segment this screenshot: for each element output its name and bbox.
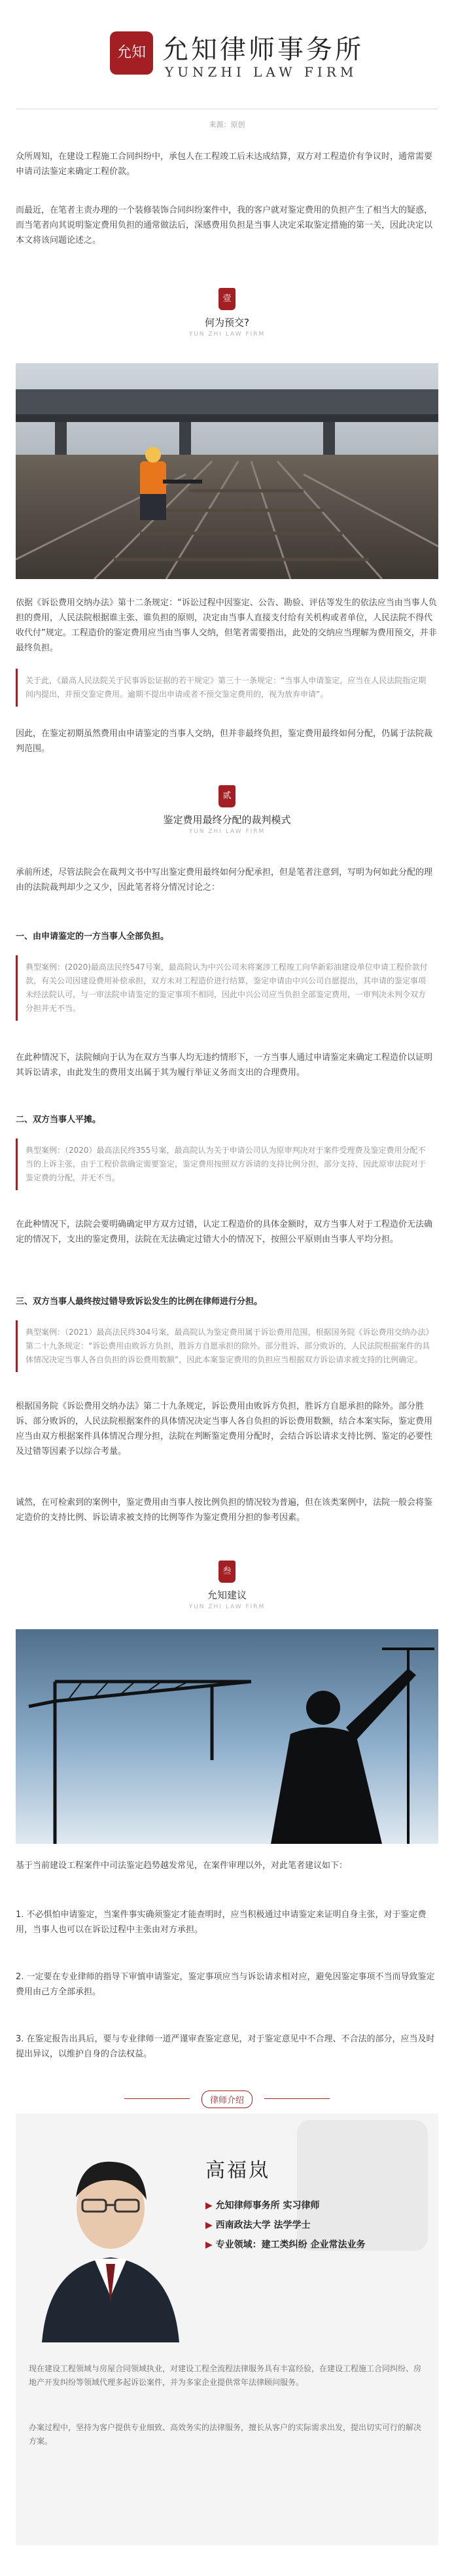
section-2-quote-2-text: 典型案例：（2020）最高法民终355号案，最高院认为关于申请公司认为原审判决对于案件受理费及鉴定费用分配不当的上诉主张，由于工程价款确定需要鉴定，鉴定费用按照双方诉请的支持比例分担，部分支持，因此原审法院对于鉴定费的分配，并无不当。: [26, 1146, 427, 1182]
label-line-right: [264, 2098, 330, 2099]
section-3-subtitle: YUN ZHI LAW FIRM: [188, 1604, 266, 1610]
section-1-seal: 壹: [218, 288, 236, 310]
section-2-intro: 承前所述，尽管法院会在裁判文书中写出鉴定费用最终如何分配承担，但是笔者注意到，写明为何如此分配的理由的法院裁判却少之又少，因此笔者将分情况讨论之：: [16, 868, 433, 892]
section-3-item-2: 2. 一定要在专业律师的指导下审慎申请鉴定，鉴定事项应当与诉讼请求相对应，避免因鉴定事项不当而导致鉴定费用由己方全部承担。: [16, 1972, 435, 1997]
section-2-title: 鉴定费用最终分配的裁判模式: [163, 814, 291, 826]
lawyer-line-1-text: 允知律师事务所 实习律师: [215, 2200, 320, 2211]
section-3-header: [0, 1561, 454, 1610]
section-3-paragraph-1: 基于当前建设工程案件中司法鉴定趋势越发常见，在案件审理以外，对此笔者建议如下：: [16, 1861, 348, 1871]
bullet-icon: ▶: [205, 2220, 216, 2231]
lawyer-card: [16, 2113, 438, 2545]
section-2-quote-2: [16, 1138, 432, 1190]
watermark-logo: [297, 2120, 428, 2251]
section-3-title: 允知建议: [207, 1589, 247, 1601]
firm-name-cn: 允知律师事务所: [162, 35, 364, 65]
section-1-title: 何为预交?: [205, 317, 249, 328]
label-line-left: [124, 2098, 190, 2099]
section-1-header: [0, 288, 454, 338]
section-1-paragraph-1: 依据《诉讼费用交纳办法》第十二条规定：“诉讼过程中因鉴定、公告、勘验、评估等发生的依法应当由当事人负担的费用，人民法院根据谁主张、谁负担的原则，决定由当事人直接支付给有关机构或者单位，人民法院不得代收代付”规定。工程造价的鉴定费用应当由当事人交纳，但笔者需要指出，此处的交纳应当理解为费用预交，并非最终负担。: [16, 598, 437, 653]
section-2-subtitle: YUN ZHI LAW FIRM: [188, 828, 266, 835]
section-2-heading-1: 一、由申请鉴定的一方当事人全部负担。: [16, 932, 169, 942]
section-3-item-3: 3. 在鉴定报告出具后，要与专业律师一道严谨审查鉴定意见，对于鉴定意见中不合理、不合法的部分，应当及时提出异议，以维护自身的合法权益。: [16, 2034, 435, 2059]
lawyer-line-2: [205, 2218, 311, 2231]
lawyer-bio-1: 现在建设工程领域与房屋合同领域执业，对建设工程全流程法律服务具有丰富经验，在建设工程施工合同纠纷、房地产开发纠纷等领域代理多起诉讼案件，并为多家企业提供常年法律顾问服务。: [29, 2364, 422, 2387]
lawyer-line-3-text: 专业领域：建工类纠纷 企业常法业务: [215, 2240, 366, 2250]
lawyer-line-2-text: 西南政法大学 法学学士: [215, 2220, 311, 2231]
section-3-seal: 叁: [218, 1561, 236, 1583]
section-2-quote-1-text: 典型案例：(2020)最高法民终547号案，最高院认为中兴公司未将案涉工程竣工向华新彩油建设单位申请工程价款付款，有关公司因建设费用补偿承担，双方未对工程造价进行结算，鉴定申请由中兴公司自愿提出，其申请的鉴定事项未经法院认可，与一审法院申请鉴定的鉴定事项不相同，因此中兴公司应当负担全部鉴定费用，一审判决未判令双方分担并无不当。: [26, 962, 428, 1013]
intro-paragraph-2: 而最近，在笔者主责办理的一个装修装饰合同纠纷案件中，我的客户就对鉴定费用的负担产生了相当大的疑惑，而当笔者向其说明鉴定费用负担的通常做法后，深感费用负担是当事人决定采取鉴定措施的第一关，因此决定以本文将该问题论述之。: [16, 205, 433, 245]
intro-paragraph-1: 众所周知，在建设工程施工合同纠纷中，承包人在工程竣工后未达成结算，双方对工程造价有争议时，通常需要申请司法鉴定来确定工程价款。: [16, 152, 433, 177]
section-2-header: [0, 785, 454, 835]
section-1-paragraph-2: 因此，在鉴定初期虽然费用由申请鉴定的当事人交纳，但并非最终负担，鉴定费用最终如何分配，仍属于法院裁判范围。: [16, 729, 433, 754]
lawyer-section-label: [0, 2091, 454, 2108]
section-2-heading-2: 二、双方当事人平摊。: [16, 1115, 101, 1125]
lawyer-name: 高福岚: [205, 2159, 270, 2182]
section-2-quote-3-text: 典型案例：（2021）最高法民终304号案，最高院认为鉴定费用属于诉讼费用范围，根据国务院《诉讼费用交纳办法》第二十九条规定：“诉讼费用由败诉方负担，胜诉方自愿承担的除外。部分胜诉、部分败诉的，人民法院根据案件的具体情况决定当事人各自负担的诉讼费用数额”，因此本案鉴定费用的负担应当根据双方诉讼请求被支持的比例确定。: [26, 1328, 430, 1364]
section-2-paragraph-h2: 在此种情况下，法院会要明确确定甲方双方过错，认定工程造价的具体金额时，双方当事人对于工程造价无法确定的情况下，支出的鉴定费用，法院在无法确定过错大小的情况下，按照公平原则由当事人平均分担。: [16, 1220, 433, 1244]
header: [0, 0, 454, 131]
section-2-paragraph-h3: 根据国务院《诉讼费用交纳办法》第二十九条规定，诉讼费用由败诉方负担，胜诉方自愿承担的除外。部分胜诉、部分败诉的，人民法院根据案件的具体情况决定当事人各自负担的诉讼费用数额，结合本案实际，鉴定费用应当由双方根据案件具体情况合理分担，法院在判断鉴定费用分配时，会结合诉讼请求支持比例、鉴定的必要性及过错等因素予以综合考量。: [16, 1402, 433, 1456]
railway-worker-image: [16, 363, 438, 579]
section-2-paragraph-h1: 在此种情况下，法院倾向于认为在双方当事人均无违约情形下，一方当事人通过申请鉴定来确定工程造价以证明其诉讼请求，由此发生的费用支出属于其为履行举证义务而支出的合理费用。: [16, 1053, 433, 1078]
section-2-paragraph-end: 诚然，在可检索到的案例中，鉴定费用由当事人按比例负担的情况较为普遍，但在该类案例中，法院一般会将鉴定造价的支持比例、诉讼请求被支持的比例等作为鉴定费用分担的参考因素。: [16, 1498, 433, 1523]
lawyer-photo: [29, 2140, 192, 2342]
source-label: 来源：原创: [209, 120, 245, 129]
section-2-seal: 贰: [218, 785, 236, 807]
lawyer-line-3: [205, 2238, 366, 2251]
section-1-subtitle: YUN ZHI LAW FIRM: [188, 331, 266, 338]
section-1-quote-text: 关于此，《最高人民法院关于民事诉讼证据的若干规定》第三十一条规定：“当事人申请鉴定，应当在人民法院指定期间内提出，并预交鉴定费用。逾期不提出申请或者不预交鉴定费用的，视为放弃申请”。: [26, 676, 427, 699]
section-1-quote: [16, 669, 432, 707]
section-2-quote-1: [16, 955, 432, 1021]
lawyer-section-label-text: 律师介绍: [201, 2091, 253, 2108]
logo-seal: 允知: [110, 31, 153, 75]
section-3-item-1: 1. 不必惧怕申请鉴定，当案件事实确须鉴定才能查明时，应当积极通过申请鉴定来证明自身主张，对于鉴定费用，当事人也可以在诉讼过程中主张由对方承担。: [16, 1910, 427, 1935]
section-2-quote-3: [16, 1320, 432, 1372]
lawyer-line-1: [205, 2198, 320, 2212]
bullet-icon: ▶: [205, 2200, 216, 2211]
bullet-icon: ▶: [205, 2240, 216, 2250]
section-2-heading-3: 三、双方当事人最终按过错导致诉讼发生的比例在律师进行分担。: [16, 1297, 263, 1307]
crane-worker-image: [16, 1629, 438, 1844]
firm-name-en: YUNZHI LAW FIRM: [165, 64, 358, 80]
lawyer-bio-2: 办案过程中，坚持为客户提供专业细致、高效务实的法律服务，擅长从客户的实际需求出发，提出切实可行的解决方案。: [29, 2423, 422, 2446]
